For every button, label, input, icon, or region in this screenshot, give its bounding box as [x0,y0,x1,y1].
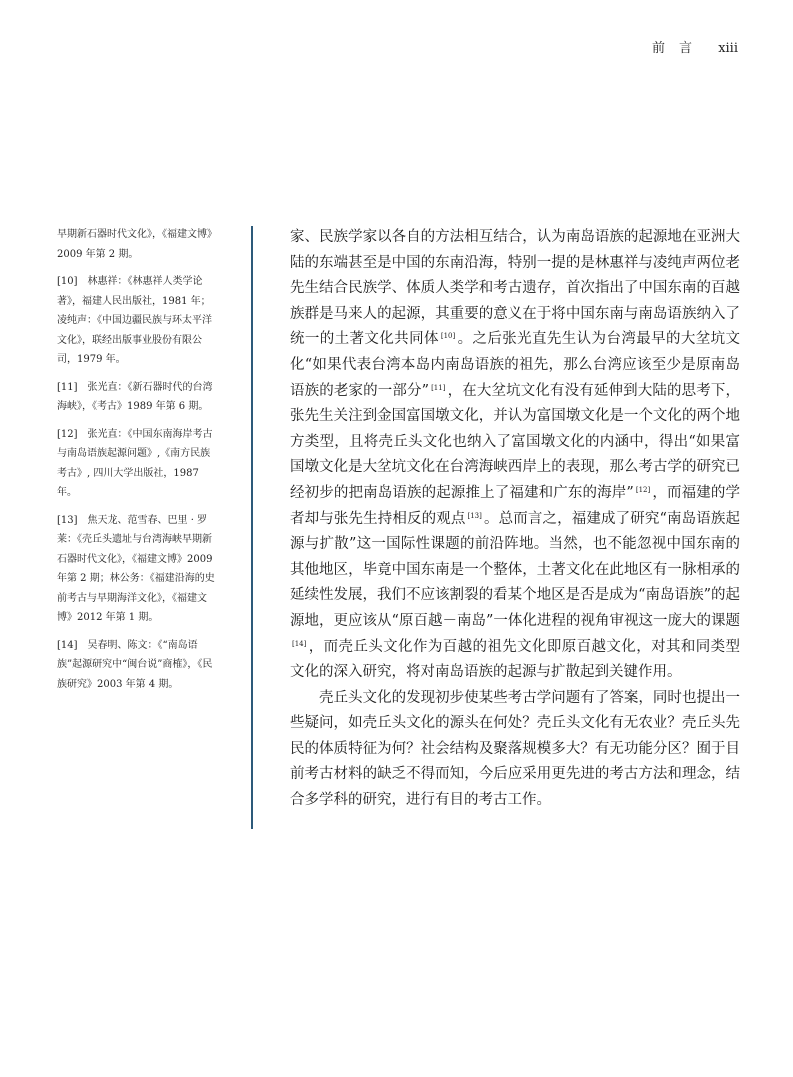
footnote: [13] 焦天龙、范雪春、巴里 · 罗莱：《壳丘头遗址与台湾海峡早期新石器时代文化》，《福建文博》2009 年第 2 期；林公务：《福建沿海的史前考古与早期海洋文化》，《福建文博》2012 年第 1 期。 [57,514,215,623]
main-text [290,225,740,814]
citation-mark: [11] [431,383,446,392]
page-number: xiii [718,41,738,56]
text-run: 。之后张光直先生认为台湾最早的大坌坑文化“如果代表台湾本岛内南岛语族的祖先，那么台湾应该至少是原南岛语族的老家的一部分” [290,331,741,399]
text-run: 。总而言之，福建成了研究“南岛语族起源与扩散”这一国际性课题的前沿阵地。当然，也不能忽视中国东南的其他地区，毕竟中国东南是一个整体，土著文化在此地区有一脉相承的延续性发展，我们不应该割裂的看某个地区是否是成为“南岛语族”的起源地，更应该从“原百越－南岛”一体化进程的视角审视这一庞大的课题 [290,510,740,629]
footnote: [10] 林惠祥：《林惠祥人类学论著》，福建人民出版社，1981 年；凌纯声：《中国边疆民族与环太平洋文化》，联经出版事业股份有限公司，1979 年。 [57,276,212,365]
citation-mark: [14] [292,639,307,648]
footnotes-column [57,225,217,702]
running-head [652,37,738,56]
text-run: 家、民族学家以各自的方法相互结合，认为南岛语族的起源地在亚洲大陆的东端甚至是中国的东南沿海，特别一提的是林惠祥与凌纯声两位老先生结合民族学、体质人类学和考古遗存，首次指出了中国东南的百越族群是马来人的起源，其重要的意义在于将中国东南与南岛语族纳入了统一的土著文化共同体 [290,229,740,348]
citation-mark: [12] [635,485,651,494]
text-run: ，在大坌坑文化有没有延伸到大陆的思考下，张先生关注到金国富国墩文化，并认为富国墩文化是一个文化的两个地方类型，且将壳丘头文化也纳入了富国墩文化的内涵中，得出“如果富国墩文化是大坌坑文化在台湾海峡西岸上的表现，那么考古学的研究已经初步的把南岛语族的起源推上了福建和广东的海岸” [290,382,740,501]
body-paragraph: 壳丘头文化的发现初步使某些考古学问题有了答案，同时也提出一些疑问，如壳丘头文化的源头在何处？壳丘头文化有无农业？壳丘头先民的体质特征为何？社会结构及聚落规模多大？有无功能分区？囿于目前考古材料的缺乏不得而知，今后应采用更先进的考古方法和理念，结合多学科的研究，进行有目的考古工作。 [290,689,740,809]
footnote: [11] 张光直：《新石器时代的台湾海峡》，《考古》1989 年第 6 期。 [57,381,213,412]
text-run: ，而福建的学者却与张先生持相反的观点 [290,484,741,527]
section-title: 前言 [652,41,707,56]
body-paragraph [290,225,740,686]
text-run: ，而壳丘头文化作为百越的祖先文化即原百越文化，对其和同类型文化的深入研究，将对南岛语族的起源与扩散起到关键作用。 [290,638,740,681]
citation-mark: [10] [440,332,456,341]
column-divider [251,226,253,829]
footnote: 早期新石器时代文化》，《福建文博》2009 年第 2 期。 [57,229,217,260]
footnote: [12] 张光直：《中国东南海岸考古与南岛语族起源问题》,《南方民族考古》, 四川大学出版社，1987 年。 [57,428,213,498]
footnote: [14] 吴春明、陈文：《“南岛语族”起源研究中“闽台说”商榷》，《民族研究》2003 年第 4 期。 [57,639,213,690]
citation-mark: [13] [467,511,482,520]
